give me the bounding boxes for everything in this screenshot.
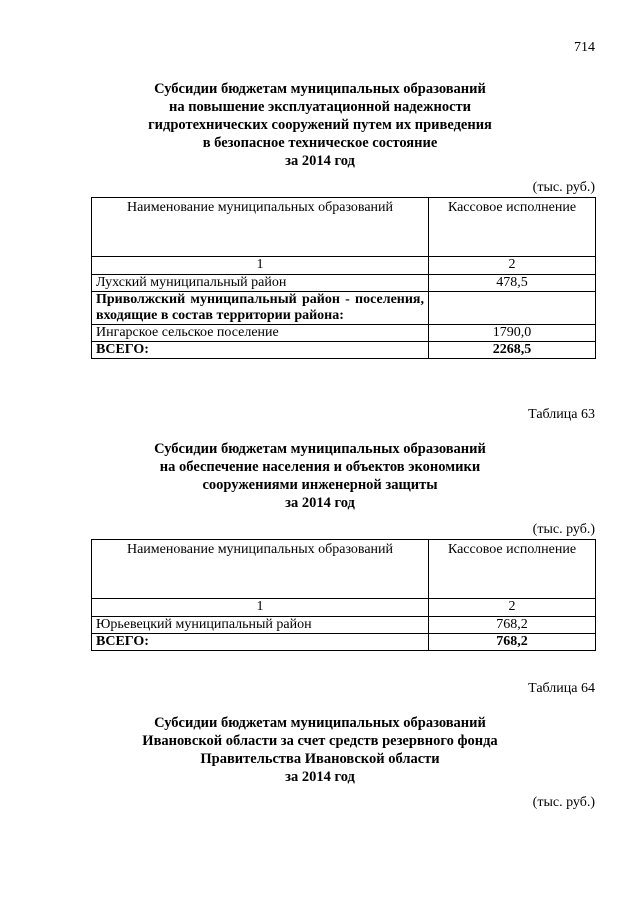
heading-line: Ивановской области за счет средств резервного фонда	[142, 733, 498, 749]
heading-line: сооружениями инженерной защиты	[202, 477, 438, 493]
table-caption-64: Таблица 64	[528, 681, 595, 696]
table-row	[92, 325, 596, 342]
subsidy-table-2	[91, 539, 596, 651]
unit-note: (тыс. руб.)	[532, 522, 595, 537]
table-caption-63: Таблица 63	[528, 407, 595, 422]
total-label: ВСЕГО:	[92, 342, 429, 359]
total-value: 768,2	[429, 634, 596, 651]
row-name: Ингарское сельское поселение	[92, 325, 429, 342]
row-value: 478,5	[429, 275, 596, 292]
column-number: 2	[429, 257, 596, 275]
section1-heading	[0, 80, 640, 170]
row-value	[429, 292, 596, 325]
subsidy-table-1	[91, 197, 596, 359]
section2-heading	[0, 440, 640, 512]
column-header-value: Кассовое исполнение	[429, 198, 596, 257]
row-name: Приволжский муниципальный район - поселения, входящие в состав территории района:	[92, 292, 429, 325]
heading-line: за 2014 год	[285, 153, 355, 169]
unit-note: (тыс. руб.)	[532, 795, 595, 810]
heading-line: Правительства Ивановской области	[200, 751, 440, 767]
row-name: Лухский муниципальный район	[92, 275, 429, 292]
heading-line: Субсидии бюджетам муниципальных образований	[154, 441, 486, 457]
column-header-name: Наименование муниципальных образований	[92, 540, 429, 599]
heading-line: на обеспечение населения и объектов экономики	[159, 459, 481, 475]
table-row	[92, 617, 596, 634]
heading-line: в безопасное техническое состояние	[202, 135, 438, 151]
column-number: 2	[429, 599, 596, 617]
total-value: 2268,5	[429, 342, 596, 359]
column-header-value: Кассовое исполнение	[429, 540, 596, 599]
table-row-total	[92, 342, 596, 359]
table-row	[92, 275, 596, 292]
section3-heading	[0, 714, 640, 786]
unit-note: (тыс. руб.)	[532, 180, 595, 195]
column-header-name: Наименование муниципальных образований	[92, 198, 429, 257]
row-name: Юрьевецкий муниципальный район	[92, 617, 429, 634]
row-value: 768,2	[429, 617, 596, 634]
column-number: 1	[92, 257, 429, 275]
heading-line: Субсидии бюджетам муниципальных образований	[154, 715, 486, 731]
column-number: 1	[92, 599, 429, 617]
total-label: ВСЕГО:	[92, 634, 429, 651]
page-number: 714	[574, 40, 595, 55]
row-value: 1790,0	[429, 325, 596, 342]
table-row	[92, 292, 596, 325]
heading-line: гидротехнических сооружений путем их приведения	[148, 117, 492, 133]
heading-line: на повышение эксплуатационной надежности	[168, 99, 472, 115]
table-row-total	[92, 634, 596, 651]
heading-line: Субсидии бюджетам муниципальных образований	[154, 81, 486, 97]
heading-line: за 2014 год	[285, 769, 355, 785]
heading-line: за 2014 год	[285, 495, 355, 511]
